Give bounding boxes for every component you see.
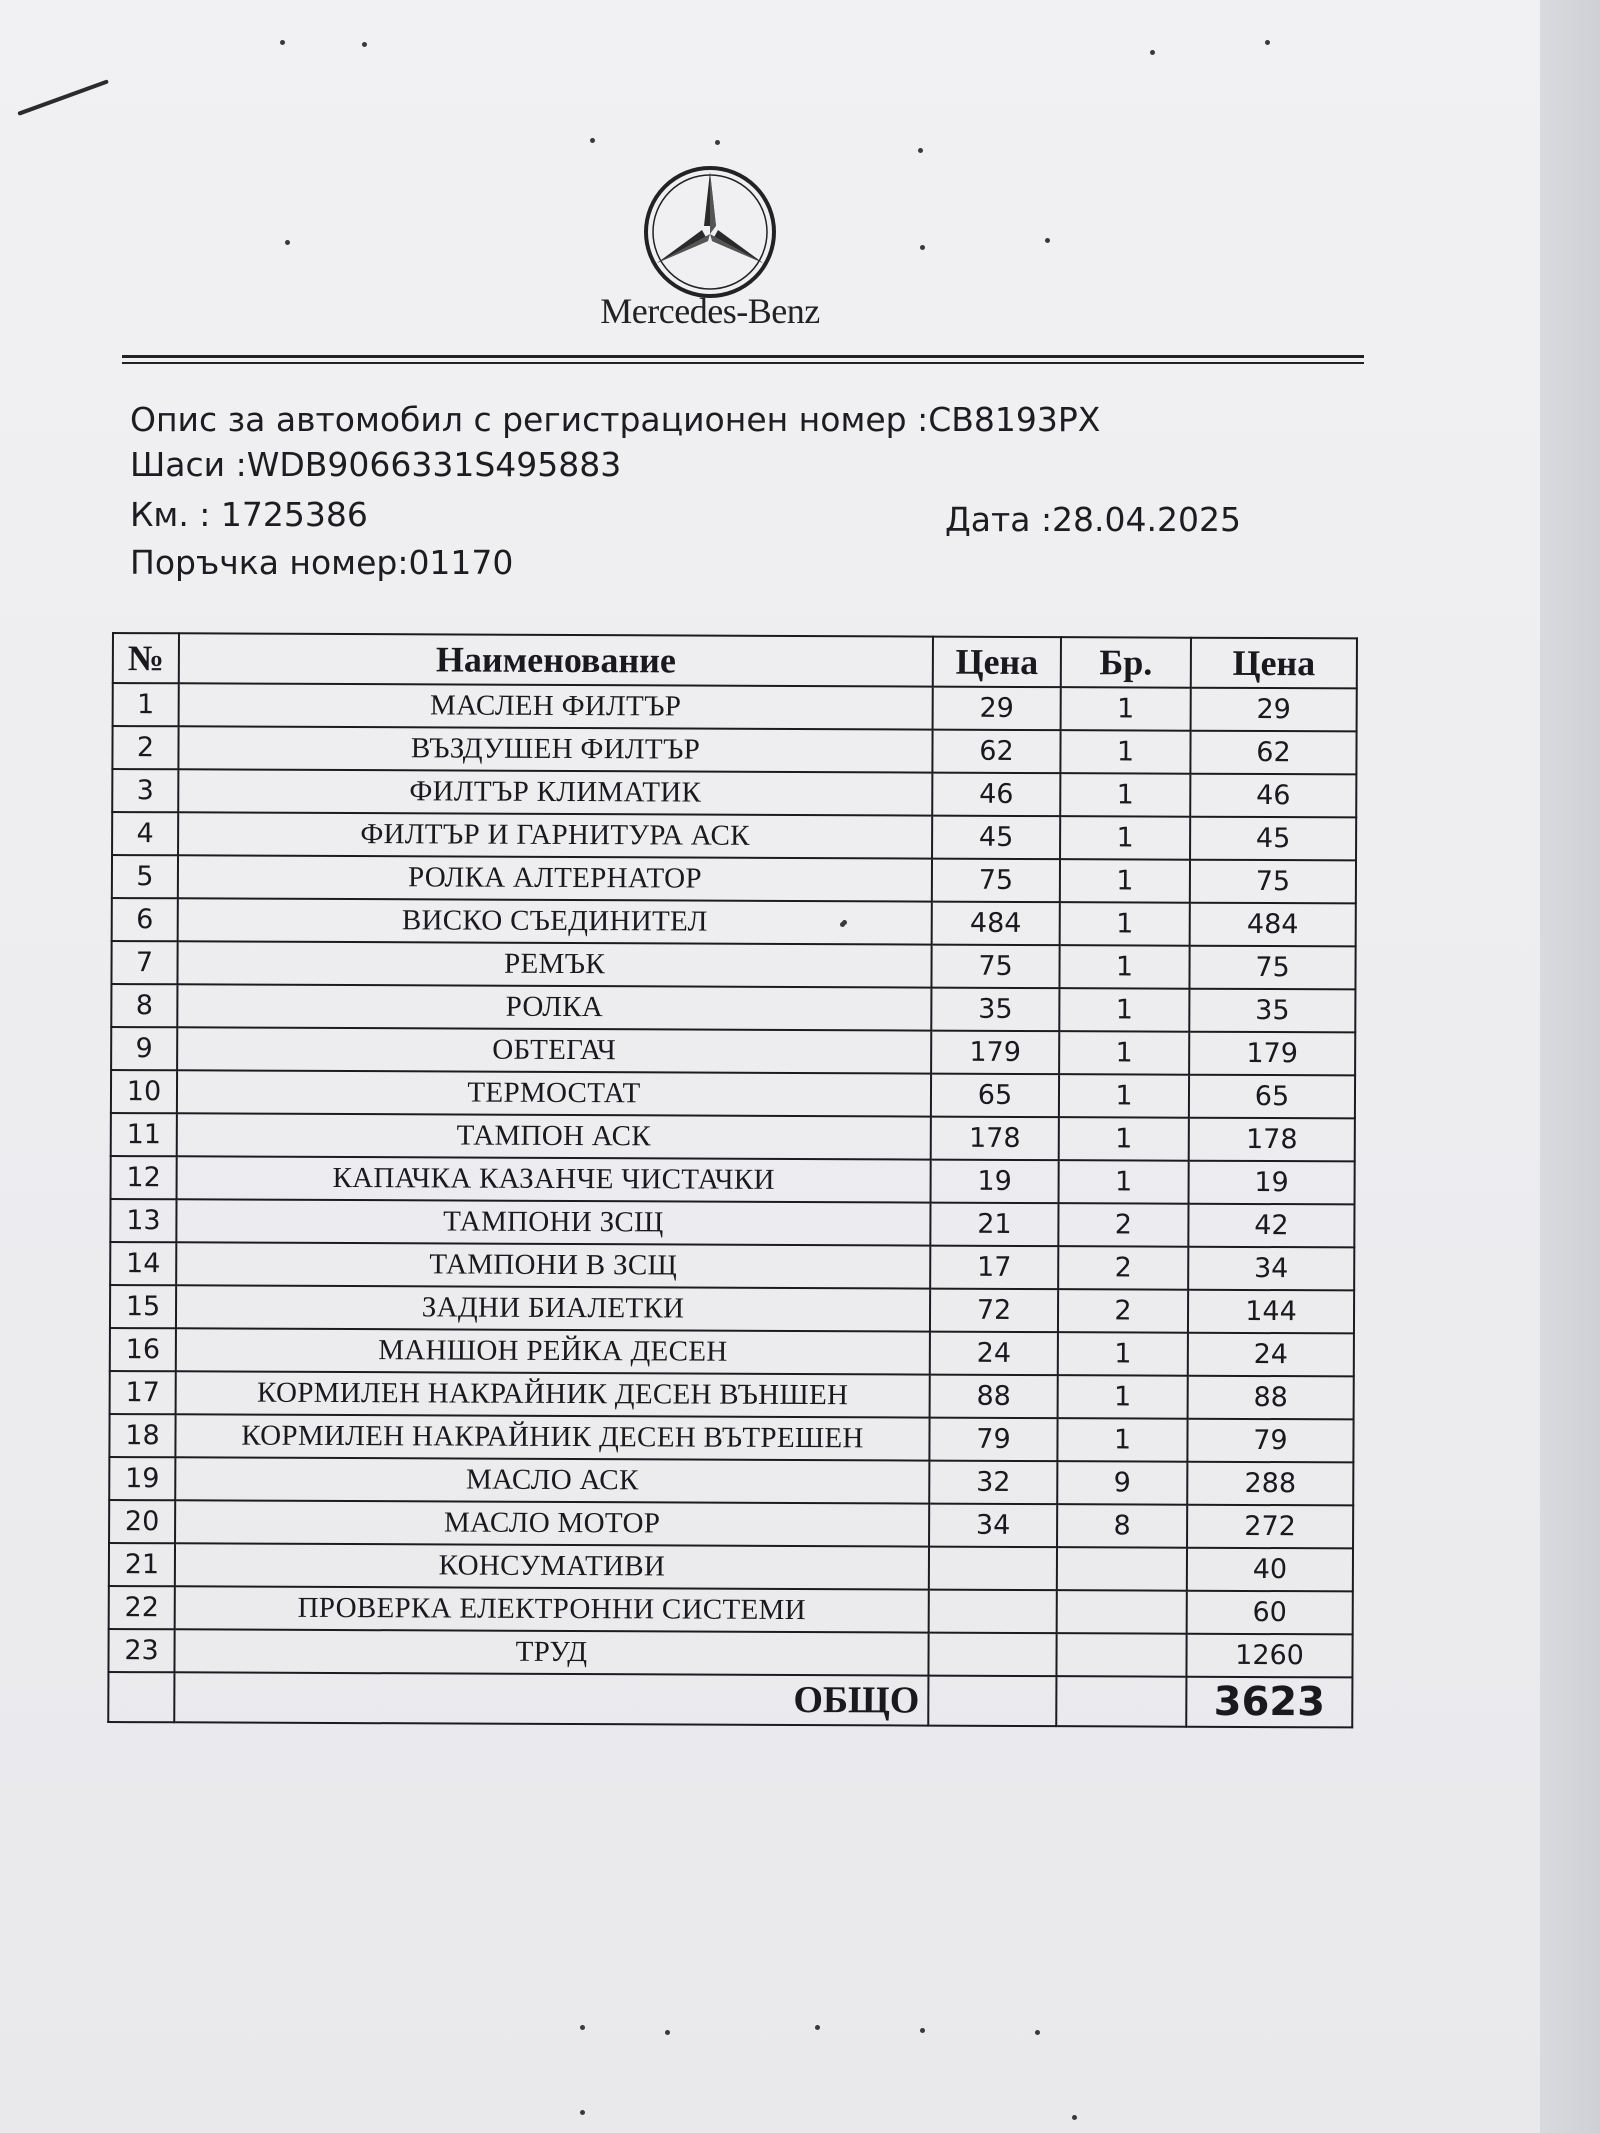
unit-price: 21 [930, 1203, 1058, 1247]
table-row [112, 726, 1356, 774]
item-name: ТАМПОНИ В ЗСЩ [176, 1242, 930, 1288]
registration-line: Опис за автомобил с регистрационен номер :СВ8193РХ [130, 400, 1101, 439]
row-number: 4 [112, 812, 178, 855]
table-row [111, 1113, 1355, 1161]
table-row [110, 1328, 1354, 1376]
quantity: 1 [1059, 1117, 1189, 1161]
dust-speck [580, 2025, 585, 2030]
item-name: МАСЛО АСК [175, 1457, 929, 1503]
unit-price: 29 [933, 687, 1061, 731]
item-name: ВЪЗДУШЕН ФИЛТЪР [178, 726, 932, 772]
total-row [108, 1672, 1352, 1727]
dust-speck [285, 240, 290, 245]
item-name: МАСЛЕН ФИЛТЪР [179, 683, 933, 729]
date-line: Дата :28.04.2025 [945, 500, 1242, 539]
total-empty-cell [1056, 1676, 1186, 1727]
table-row [113, 683, 1357, 731]
item-name: ОБТЕГАЧ [177, 1027, 931, 1073]
quantity: 9 [1057, 1461, 1187, 1505]
dust-speck [1045, 238, 1050, 243]
line-price: 62 [1190, 731, 1356, 775]
dust-speck [920, 2028, 925, 2033]
table-row [112, 855, 1356, 903]
unit-price: 35 [931, 988, 1059, 1032]
table-row [111, 1156, 1355, 1204]
item-name: МАСЛО МОТОР [175, 1500, 929, 1546]
total-label: ОБЩО [174, 1672, 928, 1725]
header-divider-thin [122, 362, 1364, 364]
dust-speck [1150, 50, 1155, 55]
km-line: Км. : 1725386 [130, 495, 368, 534]
item-name: ВИСКО СЪЕДИНИТЕЛ [178, 898, 932, 944]
table-row [111, 984, 1355, 1032]
row-number: 9 [111, 1027, 177, 1070]
item-name: РОЛКА АЛТЕРНАТОР [178, 855, 932, 901]
quantity: 8 [1057, 1504, 1187, 1548]
unit-price [928, 1633, 1056, 1677]
table-row [112, 898, 1356, 946]
row-number: 22 [109, 1586, 175, 1629]
quantity [1057, 1590, 1187, 1634]
unit-price: 17 [930, 1246, 1058, 1290]
item-name: КОНСУМАТИВИ [175, 1543, 929, 1589]
line-price: 24 [1188, 1333, 1354, 1377]
line-price: 42 [1188, 1204, 1354, 1248]
row-number: 13 [110, 1199, 176, 1242]
line-price: 484 [1190, 903, 1356, 947]
row-number: 10 [111, 1070, 177, 1113]
line-price: 144 [1188, 1290, 1354, 1334]
dust-speck [1035, 2030, 1040, 2035]
row-number: 11 [111, 1113, 177, 1156]
table-row [112, 769, 1356, 817]
line-price: 46 [1190, 774, 1356, 818]
item-name: РОЛКА [177, 984, 931, 1030]
line-price: 79 [1187, 1419, 1353, 1463]
dust-speck [920, 245, 925, 250]
column-header-name: Наименование [179, 633, 933, 686]
table-row [111, 1027, 1355, 1075]
background-surface [1540, 0, 1600, 2133]
quantity: 1 [1059, 988, 1189, 1032]
total-empty-cell [928, 1676, 1056, 1727]
item-name: МАНШОН РЕЙКА ДЕСЕН [176, 1328, 930, 1374]
unit-price: 62 [932, 730, 1060, 774]
line-price: 272 [1187, 1505, 1353, 1549]
dust-speck [715, 140, 720, 145]
line-price: 1260 [1186, 1634, 1352, 1678]
table-row [109, 1500, 1353, 1548]
unit-price: 46 [932, 773, 1060, 817]
row-number: 15 [110, 1285, 176, 1328]
dust-speck [580, 2110, 585, 2115]
quantity [1057, 1547, 1187, 1591]
row-number: 6 [112, 898, 178, 941]
row-number: 7 [111, 941, 177, 984]
unit-price: 484 [932, 902, 1060, 946]
line-price: 60 [1187, 1591, 1353, 1635]
row-number: 3 [112, 769, 178, 812]
header-divider [122, 355, 1364, 358]
row-number: 12 [111, 1156, 177, 1199]
row-number: 16 [110, 1328, 176, 1371]
column-header-number: № [113, 633, 179, 683]
brand-name: Mercedes-Benz [600, 291, 820, 331]
table-row [109, 1543, 1353, 1591]
row-number: 2 [112, 726, 178, 769]
dust-speck [815, 2025, 820, 2030]
unit-price: 79 [929, 1418, 1057, 1462]
quantity: 1 [1060, 902, 1190, 946]
dust-speck [1072, 2115, 1077, 2120]
quantity: 1 [1059, 945, 1189, 989]
row-number: 21 [109, 1543, 175, 1586]
quantity: 1 [1058, 1332, 1188, 1376]
quantity: 1 [1060, 730, 1190, 774]
row-number: 14 [110, 1242, 176, 1285]
unit-price: 88 [930, 1375, 1058, 1419]
dust-speck [280, 40, 285, 45]
line-price: 178 [1189, 1118, 1355, 1162]
dust-speck [665, 2030, 670, 2035]
table-row [111, 941, 1355, 989]
item-name: ТРУД [174, 1629, 928, 1675]
line-price: 288 [1187, 1462, 1353, 1506]
unit-price: 72 [930, 1289, 1058, 1333]
line-price: 75 [1189, 946, 1355, 990]
item-name: КОРМИЛЕН НАКРАЙНИК ДЕСЕН ВЪНШЕН [176, 1371, 930, 1417]
dust-speck [362, 42, 367, 47]
unit-price: 65 [931, 1074, 1059, 1118]
dust-speck [590, 138, 595, 143]
row-number: 18 [109, 1414, 175, 1457]
table-header-row [113, 633, 1357, 688]
table-row [109, 1457, 1353, 1505]
item-name: КАПАЧКА КАЗАНЧЕ ЧИСТАЧКИ [177, 1156, 931, 1202]
item-name: ТЕРМОСТАТ [177, 1070, 931, 1116]
item-name: ФИЛТЪР КЛИМАТИК [178, 769, 932, 815]
item-name: РЕМЪК [177, 941, 931, 987]
row-number: 23 [108, 1629, 174, 1672]
row-number: 19 [109, 1457, 175, 1500]
unit-price: 45 [932, 816, 1060, 860]
line-price: 88 [1188, 1376, 1354, 1420]
quantity: 1 [1058, 1375, 1188, 1419]
item-name: ТАМПОНИ ЗСЩ [176, 1199, 930, 1245]
quantity: 1 [1059, 1160, 1189, 1204]
table-row [108, 1629, 1352, 1677]
item-name: КОРМИЛЕН НАКРАЙНИК ДЕСЕН ВЪТРЕШЕН [175, 1414, 929, 1460]
three-pointed-star-icon [640, 162, 780, 302]
table-row [111, 1070, 1355, 1118]
unit-price [929, 1547, 1057, 1591]
unit-price: 24 [930, 1332, 1058, 1376]
row-number: 8 [111, 984, 177, 1027]
item-name: ТАМПОН АСК [177, 1113, 931, 1159]
line-price: 34 [1188, 1247, 1354, 1291]
line-price: 19 [1189, 1161, 1355, 1205]
line-price: 75 [1190, 860, 1356, 904]
unit-price: 19 [931, 1160, 1059, 1204]
line-price: 45 [1190, 817, 1356, 861]
column-header-quantity: Бр. [1061, 637, 1191, 688]
quantity: 1 [1060, 773, 1190, 817]
item-name: ФИЛТЪР И ГАРНИТУРА АСК [178, 812, 932, 858]
quantity: 2 [1058, 1246, 1188, 1290]
dust-speck [1265, 40, 1270, 45]
unit-price: 179 [931, 1031, 1059, 1075]
table-row [109, 1586, 1353, 1634]
row-number: 17 [110, 1371, 176, 1414]
table-row [110, 1371, 1354, 1419]
unit-price: 178 [931, 1117, 1059, 1161]
table-row [110, 1242, 1354, 1290]
column-header-unit-price: Цена [933, 637, 1061, 688]
column-header-line-price: Цена [1191, 638, 1357, 689]
unit-price: 32 [929, 1461, 1057, 1505]
row-number: 1 [113, 683, 179, 726]
dust-speck [918, 148, 923, 153]
chassis-line: Шаси :WDB9066331S495883 [130, 445, 622, 484]
quantity: 1 [1059, 1074, 1189, 1118]
parts-table [107, 632, 1358, 1728]
unit-price: 34 [929, 1504, 1057, 1548]
unit-price: 75 [932, 859, 1060, 903]
quantity: 2 [1058, 1203, 1188, 1247]
line-price: 65 [1189, 1075, 1355, 1119]
table-row [112, 812, 1356, 860]
total-value: 3623 [1186, 1677, 1352, 1728]
table-row [110, 1285, 1354, 1333]
line-price: 35 [1189, 989, 1355, 1033]
row-number: 5 [112, 855, 178, 898]
quantity [1056, 1633, 1186, 1677]
order-line: Поръчка номер:01170 [130, 543, 514, 582]
line-price: 40 [1187, 1548, 1353, 1592]
unit-price: 75 [931, 945, 1059, 989]
unit-price [929, 1590, 1057, 1634]
table-row [110, 1199, 1354, 1247]
quantity: 1 [1061, 687, 1191, 731]
quantity: 1 [1057, 1418, 1187, 1462]
quantity: 1 [1060, 816, 1190, 860]
item-name: ПРОВЕРКА ЕЛЕКТРОННИ СИСТЕМИ [175, 1586, 929, 1632]
quantity: 2 [1058, 1289, 1188, 1333]
item-name: ЗАДНИ БИАЛЕТКИ [176, 1285, 930, 1331]
table-row [109, 1414, 1353, 1462]
total-empty-cell [108, 1672, 174, 1722]
line-price: 29 [1191, 688, 1357, 732]
quantity: 1 [1059, 1031, 1189, 1075]
quantity: 1 [1060, 859, 1190, 903]
row-number: 20 [109, 1500, 175, 1543]
line-price: 179 [1189, 1032, 1355, 1076]
